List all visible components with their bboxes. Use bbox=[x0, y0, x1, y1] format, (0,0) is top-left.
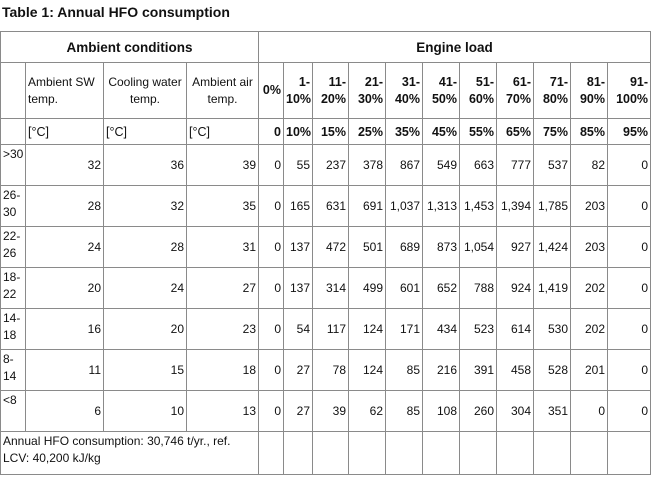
consumption-cell: 549 bbox=[423, 145, 460, 186]
consumption-cell: 314 bbox=[313, 268, 349, 309]
temperature-range-cell: 14-18 bbox=[1, 309, 26, 350]
consumption-cell: 1,453 bbox=[460, 186, 497, 227]
consumption-cell: 201 bbox=[571, 350, 608, 391]
ambient-sw-temp-cell: 6 bbox=[26, 391, 104, 432]
consumption-cell: 0 bbox=[259, 309, 284, 350]
footnote-empty-cell bbox=[608, 432, 651, 475]
unit-load: 25% bbox=[349, 119, 386, 145]
consumption-cell: 165 bbox=[284, 186, 313, 227]
load-header: 1-10% bbox=[284, 63, 313, 119]
consumption-cell: 0 bbox=[259, 227, 284, 268]
table-row bbox=[1, 227, 651, 268]
consumption-cell: 137 bbox=[284, 227, 313, 268]
ambient-sw-temp-cell: 16 bbox=[26, 309, 104, 350]
cooling-water-temp-cell: 20 bbox=[104, 309, 187, 350]
consumption-cell: 528 bbox=[534, 350, 571, 391]
load-header: 91-100% bbox=[608, 63, 651, 119]
consumption-cell: 652 bbox=[423, 268, 460, 309]
unit-sw: [°C] bbox=[26, 119, 104, 145]
footnote: Annual HFO consumption: 30,746 t/yr., ref. LCV: 40,200 kJ/kg bbox=[1, 432, 259, 475]
consumption-cell: 0 bbox=[608, 350, 651, 391]
consumption-cell: 85 bbox=[386, 391, 423, 432]
consumption-cell: 0 bbox=[608, 227, 651, 268]
consumption-cell: 1,785 bbox=[534, 186, 571, 227]
consumption-cell: 203 bbox=[571, 186, 608, 227]
consumption-cell: 237 bbox=[313, 145, 349, 186]
ambient-sw-temp-cell: 28 bbox=[26, 186, 104, 227]
load-header: 41-50% bbox=[423, 63, 460, 119]
consumption-cell: 82 bbox=[571, 145, 608, 186]
ambient-conditions-header: Ambient conditions bbox=[1, 32, 259, 63]
consumption-cell: 39 bbox=[313, 391, 349, 432]
ambient-air-temp-cell: 18 bbox=[187, 350, 259, 391]
consumption-cell: 689 bbox=[386, 227, 423, 268]
consumption-cell: 788 bbox=[460, 268, 497, 309]
ambient-air-temp-header: Ambient air temp. bbox=[187, 63, 259, 119]
footnote-empty-cell bbox=[386, 432, 423, 475]
consumption-cell: 0 bbox=[608, 268, 651, 309]
unit-cw: [°C] bbox=[104, 119, 187, 145]
consumption-cell: 873 bbox=[423, 227, 460, 268]
consumption-cell: 1,054 bbox=[460, 227, 497, 268]
consumption-cell: 54 bbox=[284, 309, 313, 350]
ambient-sw-temp-cell: 11 bbox=[26, 350, 104, 391]
column-header-row bbox=[1, 63, 651, 119]
ambient-air-temp-cell: 13 bbox=[187, 391, 259, 432]
ambient-air-temp-cell: 27 bbox=[187, 268, 259, 309]
unit-load: 95% bbox=[608, 119, 651, 145]
cooling-water-temp-cell: 32 bbox=[104, 186, 187, 227]
ambient-air-temp-cell: 31 bbox=[187, 227, 259, 268]
temperature-range-cell: 26-30 bbox=[1, 186, 26, 227]
consumption-cell: 0 bbox=[608, 391, 651, 432]
temperature-range-cell: 8-14 bbox=[1, 350, 26, 391]
cooling-water-temp-cell: 10 bbox=[104, 391, 187, 432]
range-header-empty bbox=[1, 63, 26, 119]
consumption-cell: 472 bbox=[313, 227, 349, 268]
ambient-sw-temp-cell: 32 bbox=[26, 145, 104, 186]
hfo-consumption-table bbox=[0, 31, 651, 475]
consumption-cell: 62 bbox=[349, 391, 386, 432]
consumption-cell: 304 bbox=[497, 391, 534, 432]
consumption-cell: 1,037 bbox=[386, 186, 423, 227]
units-row bbox=[1, 119, 651, 145]
load-header: 81-90% bbox=[571, 63, 608, 119]
consumption-cell: 631 bbox=[313, 186, 349, 227]
table-title: Table 1: Annual HFO consumption bbox=[2, 4, 230, 20]
load-header: 61-70% bbox=[497, 63, 534, 119]
consumption-cell: 0 bbox=[259, 391, 284, 432]
cooling-water-temp-cell: 15 bbox=[104, 350, 187, 391]
consumption-cell: 614 bbox=[497, 309, 534, 350]
footnote-empty-cell bbox=[534, 432, 571, 475]
unit-load: 35% bbox=[386, 119, 423, 145]
table-body bbox=[1, 145, 651, 432]
engine-load-header: Engine load bbox=[259, 32, 651, 63]
ambient-sw-temp-cell: 24 bbox=[26, 227, 104, 268]
cooling-water-temp-cell: 24 bbox=[104, 268, 187, 309]
consumption-cell: 0 bbox=[259, 268, 284, 309]
consumption-cell: 691 bbox=[349, 186, 386, 227]
consumption-cell: 55 bbox=[284, 145, 313, 186]
consumption-cell: 0 bbox=[608, 309, 651, 350]
cooling-water-temp-cell: 28 bbox=[104, 227, 187, 268]
load-header: 21-30% bbox=[349, 63, 386, 119]
consumption-cell: 0 bbox=[259, 350, 284, 391]
consumption-cell: 601 bbox=[386, 268, 423, 309]
load-header: 71-80% bbox=[534, 63, 571, 119]
consumption-cell: 924 bbox=[497, 268, 534, 309]
consumption-cell: 124 bbox=[349, 309, 386, 350]
consumption-cell: 203 bbox=[571, 227, 608, 268]
unit-load: 10% bbox=[284, 119, 313, 145]
unit-load: 15% bbox=[313, 119, 349, 145]
footnote-empty-cell bbox=[259, 432, 284, 475]
unit-load: 45% bbox=[423, 119, 460, 145]
consumption-cell: 501 bbox=[349, 227, 386, 268]
table-row bbox=[1, 309, 651, 350]
consumption-cell: 0 bbox=[608, 186, 651, 227]
consumption-cell: 391 bbox=[460, 350, 497, 391]
consumption-cell: 378 bbox=[349, 145, 386, 186]
ambient-air-temp-cell: 39 bbox=[187, 145, 259, 186]
ambient-air-temp-cell: 23 bbox=[187, 309, 259, 350]
load-header: 31-40% bbox=[386, 63, 423, 119]
consumption-cell: 202 bbox=[571, 268, 608, 309]
unit-load: 65% bbox=[497, 119, 534, 145]
consumption-cell: 27 bbox=[284, 350, 313, 391]
group-header-row bbox=[1, 32, 651, 63]
ambient-sw-temp-header: Ambient SW temp. bbox=[26, 63, 104, 119]
footnote-empty-cell bbox=[497, 432, 534, 475]
temperature-range-cell: 18-22 bbox=[1, 268, 26, 309]
unit-empty bbox=[1, 119, 26, 145]
unit-load: 55% bbox=[460, 119, 497, 145]
cooling-water-temp-header: Cooling water temp. bbox=[104, 63, 187, 119]
footnote-empty-cell bbox=[313, 432, 349, 475]
table-row bbox=[1, 186, 651, 227]
unit-load: 75% bbox=[534, 119, 571, 145]
temperature-range-cell: >30 bbox=[1, 145, 26, 186]
consumption-cell: 1,394 bbox=[497, 186, 534, 227]
consumption-cell: 523 bbox=[460, 309, 497, 350]
consumption-cell: 27 bbox=[284, 391, 313, 432]
consumption-cell: 78 bbox=[313, 350, 349, 391]
footnote-empty-cell bbox=[423, 432, 460, 475]
consumption-cell: 0 bbox=[571, 391, 608, 432]
footnote-empty-cell bbox=[349, 432, 386, 475]
consumption-cell: 85 bbox=[386, 350, 423, 391]
consumption-cell: 1,313 bbox=[423, 186, 460, 227]
table-row bbox=[1, 268, 651, 309]
consumption-cell: 777 bbox=[497, 145, 534, 186]
consumption-cell: 0 bbox=[608, 145, 651, 186]
consumption-cell: 458 bbox=[497, 350, 534, 391]
unit-air: [°C] bbox=[187, 119, 259, 145]
ambient-sw-temp-cell: 20 bbox=[26, 268, 104, 309]
temperature-range-cell: <8 bbox=[1, 391, 26, 432]
table-row bbox=[1, 350, 651, 391]
cooling-water-temp-cell: 36 bbox=[104, 145, 187, 186]
footnote-empty-cell bbox=[284, 432, 313, 475]
consumption-cell: 117 bbox=[313, 309, 349, 350]
table-row bbox=[1, 145, 651, 186]
consumption-cell: 0 bbox=[259, 186, 284, 227]
consumption-cell: 0 bbox=[259, 145, 284, 186]
table-row bbox=[1, 391, 651, 432]
footnote-row bbox=[1, 432, 651, 475]
consumption-cell: 434 bbox=[423, 309, 460, 350]
load-header: 51-60% bbox=[460, 63, 497, 119]
footnote-empty-cell bbox=[460, 432, 497, 475]
consumption-cell: 124 bbox=[349, 350, 386, 391]
consumption-cell: 663 bbox=[460, 145, 497, 186]
ambient-air-temp-cell: 35 bbox=[187, 186, 259, 227]
consumption-cell: 537 bbox=[534, 145, 571, 186]
consumption-cell: 1,419 bbox=[534, 268, 571, 309]
consumption-cell: 867 bbox=[386, 145, 423, 186]
consumption-cell: 351 bbox=[534, 391, 571, 432]
unit-load: 85% bbox=[571, 119, 608, 145]
consumption-cell: 1,424 bbox=[534, 227, 571, 268]
consumption-cell: 171 bbox=[386, 309, 423, 350]
consumption-cell: 927 bbox=[497, 227, 534, 268]
consumption-cell: 499 bbox=[349, 268, 386, 309]
consumption-cell: 137 bbox=[284, 268, 313, 309]
consumption-cell: 530 bbox=[534, 309, 571, 350]
unit-load: 0 bbox=[259, 119, 284, 145]
consumption-cell: 108 bbox=[423, 391, 460, 432]
temperature-range-cell: 22-26 bbox=[1, 227, 26, 268]
consumption-cell: 202 bbox=[571, 309, 608, 350]
consumption-cell: 260 bbox=[460, 391, 497, 432]
load-header: 0% bbox=[259, 63, 284, 119]
consumption-cell: 216 bbox=[423, 350, 460, 391]
load-header: 11-20% bbox=[313, 63, 349, 119]
footnote-empty-cell bbox=[571, 432, 608, 475]
